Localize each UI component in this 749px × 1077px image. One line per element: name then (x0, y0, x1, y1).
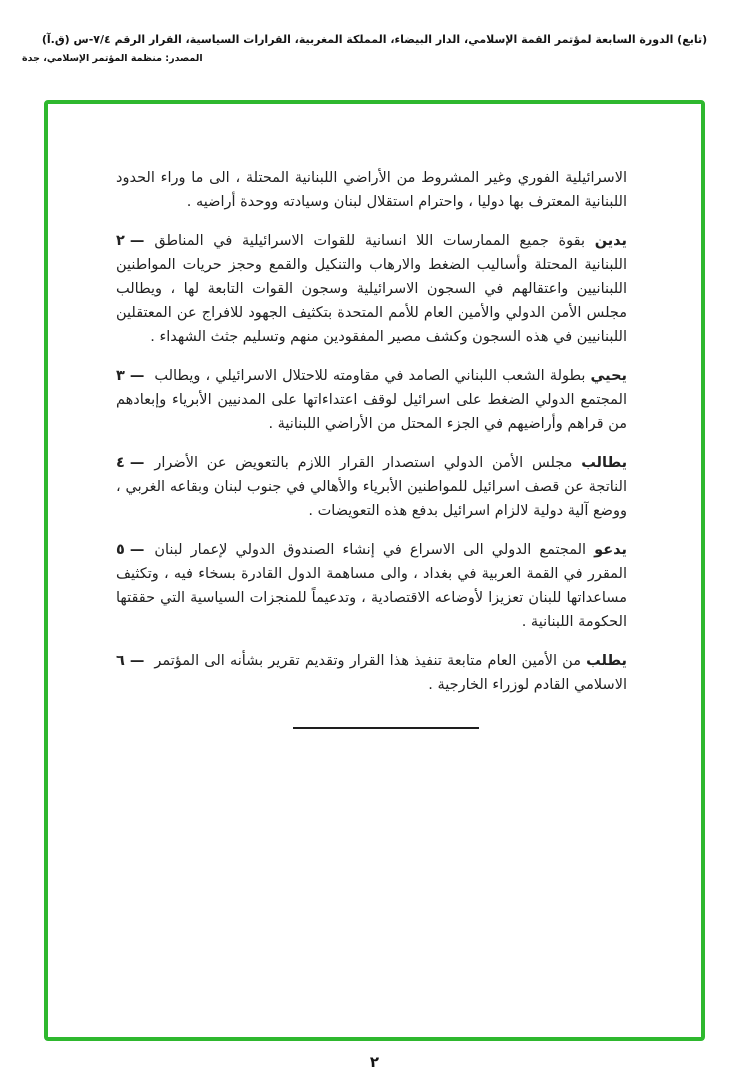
header-source: المصدر: منظمة المؤتمر الإسلامي، جدة (22, 53, 203, 64)
item-dash: — (129, 653, 145, 669)
item-number-group (116, 364, 154, 388)
item-text: المجتمع الدولي الى الاسراع في إنشاء الصندوق الدولي لإعمار لبنان المقرر في القمة العربية في بغداد ، والى مساهمة الدول القادرة بسخاء فيه ، وتكثيف مساعداتها للبنان تعزيزا لأوضاعه الاقتصادية ، وتدعيماً للمنجزات السياسية التي حققتها الحكومة اللبنانية . (116, 542, 627, 630)
resolution-item (116, 649, 627, 697)
resolution-item (116, 229, 627, 349)
item-text: من الأمين العام متابعة تنفيذ هذا القرار وتقديم تقرير بشأنه الى المؤتمر الاسلامي القادم لوزراء الخارجية . (154, 653, 627, 693)
document-frame (44, 100, 705, 1041)
item-number: ٢ (116, 233, 125, 249)
item-number: ٥ (116, 542, 125, 558)
item-number: ٤ (116, 455, 125, 471)
item-dash: — (129, 368, 145, 384)
document-body (48, 104, 701, 729)
item-text: بطولة الشعب اللبناني الصامد في مقاومته للاحتلال الاسرائيلي ، ويطالب المجتمع الدولي الضغط على اسرائيل لوقف اعتداءاتها على المدنيين الأبرياء وإبعادهم من قراهم وأراضيهم في الجزء المحتل من الأراضي اللبنانية . (116, 368, 627, 432)
item-number-group (116, 451, 154, 475)
item-number: ٦ (116, 653, 125, 669)
intro-paragraph: الاسرائيلية الفوري وغير المشروط من الأراضي اللبنانية المحتلة ، الى ما وراء الحدود اللبنانية المعترف بها دوليا ، واحترام استقلال لبنان وسيادته ووحدة أراضيه . (116, 170, 627, 210)
item-number-group (116, 649, 154, 673)
item-lead: يحيي (590, 368, 627, 384)
item-text: بقوة جميع الممارسات اللا انسانية للقوات الاسرائيلية في المناطق اللبنانية المحتلة وأساليب الضغط والارهاب والتنكيل والقمع وحجز حريات المواطنين اللبنانيين واعتقالهم في السجون الاسرائيلية وسجون القوات التابعة لها ، ويطالب مجلس الأمن الدولي والأمين العام للأمم المتحدة بتكثيف الجهود للافراج عن المعتقلين اللبنانيين في هذه السجون وكشف مصير المفقودين منهم وتسليم جثث الشهداء . (116, 233, 627, 345)
item-lead: يدين (594, 233, 628, 249)
item-dash: — (129, 542, 145, 558)
item-lead: يطالب (581, 455, 628, 471)
item-number: ٣ (116, 368, 125, 384)
resolution-item (116, 364, 627, 436)
resolution-item (116, 451, 627, 523)
page-number: ٢ (369, 1053, 380, 1071)
item-number-group (116, 229, 154, 253)
end-divider (293, 727, 479, 729)
header-title: (تابع) الدورة السابعة لمؤتمر القمة الإسلامي، الدار البيضاء، المملكة المغربية، القرارات السياسية، القرار الرقم ٧/٤-س (ق.آ) (41, 33, 708, 46)
item-lead: يطلب (586, 653, 627, 669)
item-number-group (116, 538, 154, 562)
item-text: مجلس الأمن الدولي استصدار القرار اللازم بالتعويض عن الأضرار الناتجة عن قصف اسرائيل للمواطنين الأبرياء والأهالي في جنوب لبنان وبقاعه الغربي ، ووضع آلية دولية لالزام اسرائيل بدفع هذه التعويضات . (116, 455, 627, 519)
item-lead: يدعو (594, 542, 627, 558)
item-dash: — (129, 455, 145, 471)
resolution-item (116, 538, 627, 634)
item-dash: — (129, 233, 145, 249)
page-header (0, 33, 749, 64)
